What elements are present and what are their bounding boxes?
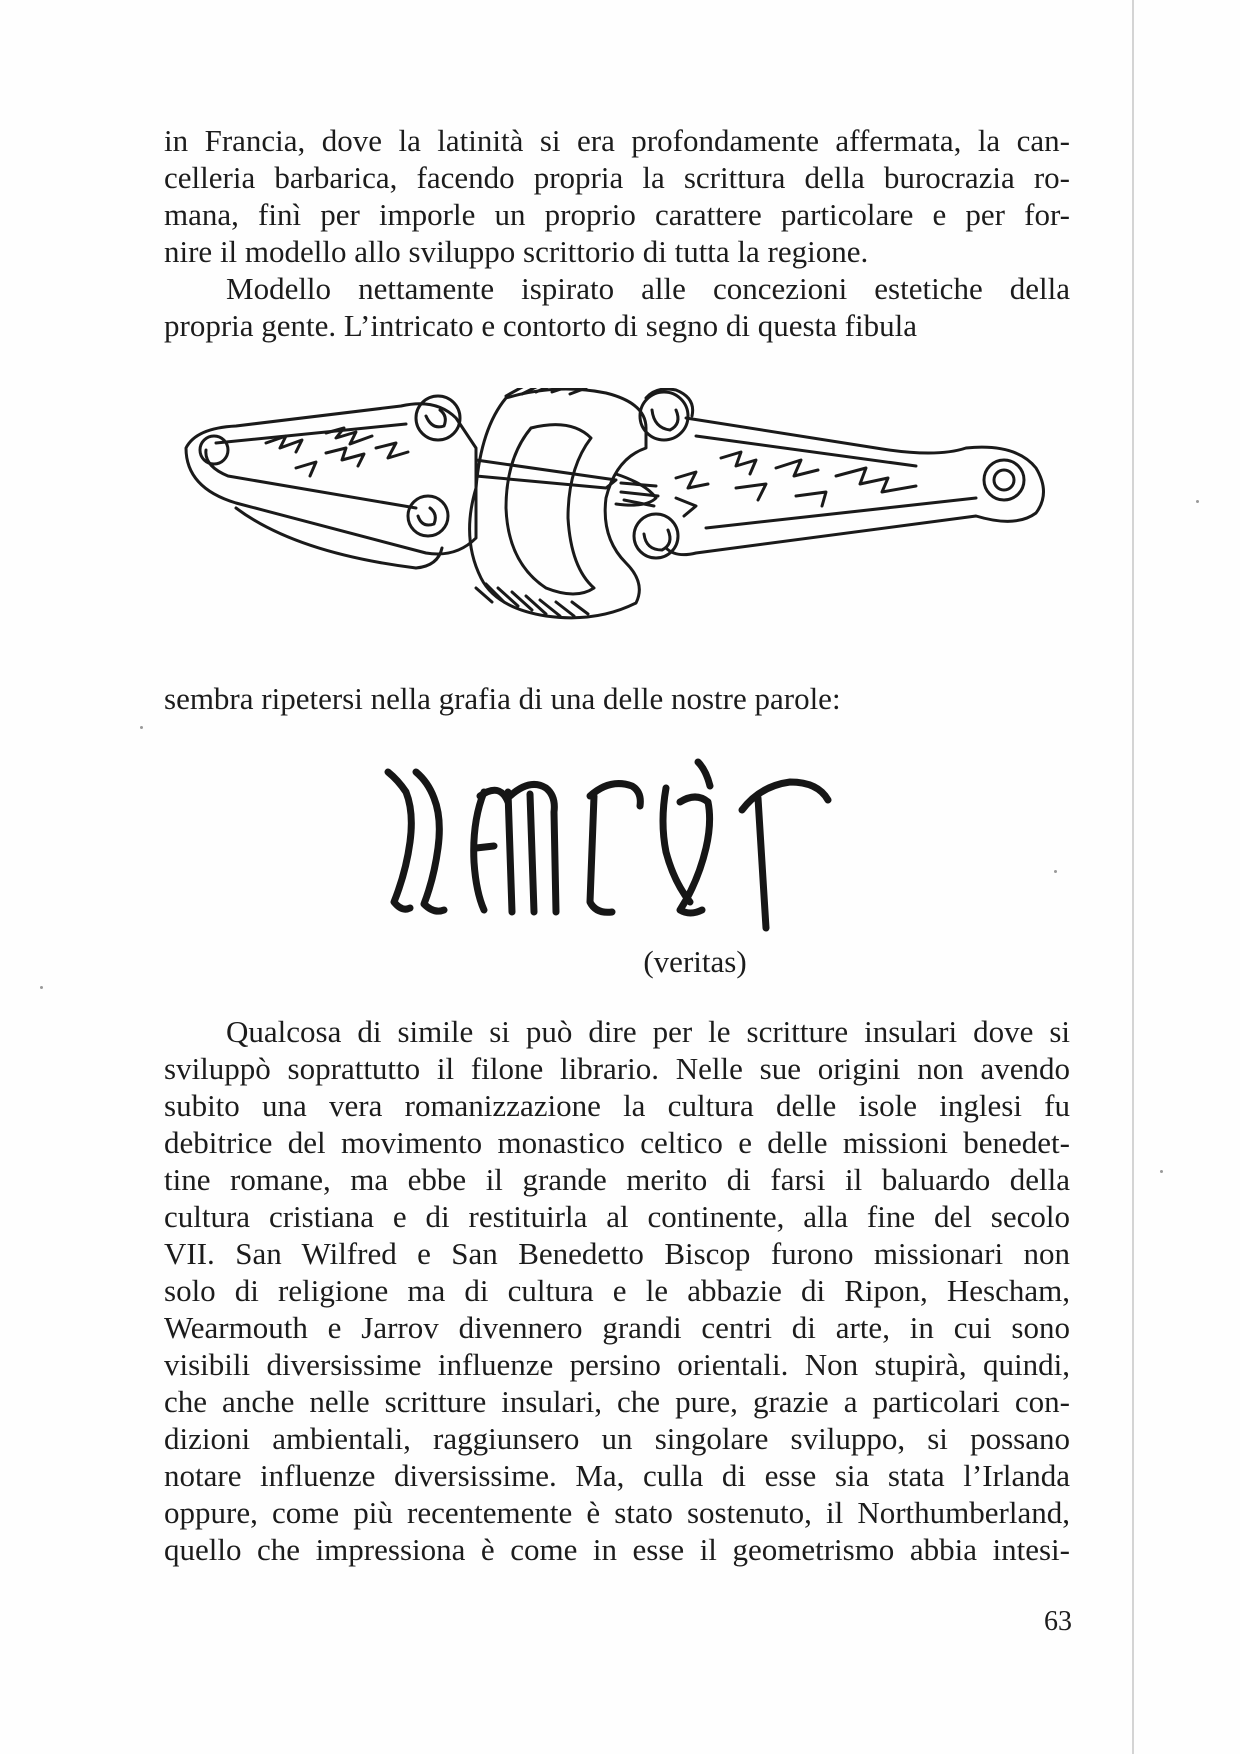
paragraph-qualcosa [164,1013,1070,1568]
text-line: cultura cristiana e di restituirla al continente, alla fine del secolo [164,1199,1070,1234]
text-line: notare influenze diversissime. Ma, culla di esse sia stata l’Irlanda [164,1458,1070,1493]
text-line: celleria barbarica, facendo propria la scrittura della burocrazia ro- [164,160,1070,195]
text-line: nire il modello allo sviluppo scrittorio di tutta la regione. [164,234,869,269]
paper-speck [1160,1170,1163,1173]
text-line: che anche nelle scritture insulari, che pure, grazie a particolari con- [164,1384,1070,1419]
text-line: Wearmouth e Jarrov divennero grandi centri di arte, in cui sono [164,1310,1070,1345]
paper-speck [1196,500,1199,503]
text-line: subito una vera romanizzazione la cultura delle isole inglesi fu [164,1088,1070,1123]
text-line: sviluppò soprattutto il filone librario. Nelle sue origini non avendo [164,1051,1070,1086]
figure-caption [0,944,1240,980]
paper-speck [40,986,43,989]
text-line: Qualcosa di simile si può dire per le scritture insulari dove si [226,1014,1070,1049]
text-line: Modello nettamente ispirato alle concezioni estetiche della [226,271,1070,306]
caption-text: (veritas) [643,944,747,979]
text-line: solo di religione ma di cultura e le abbazie di Ripon, Hescham, [164,1273,1070,1308]
fibula-brooch-drawing-icon [176,388,1056,658]
page-edge-divider [1132,0,1134,1754]
text-line: dizioni ambientali, raggiunsero un singolare sviluppo, si possano [164,1421,1070,1456]
paper-speck [140,726,143,729]
text-line: tine romane, ma ebbe il grande merito di farsi il baluardo della [164,1162,1070,1197]
paragraph-sembra [164,680,1070,717]
page-number: 63 [1044,1606,1072,1637]
text-line: VII. San Wilfred e San Benedetto Biscop furono missionari non [164,1236,1070,1271]
paper-speck [1054,870,1057,873]
text-line: quello che impressiona è come in esse il geometrismo abbia intesi- [164,1532,1070,1567]
text-line: oppure, come più recentemente è stato sostenuto, il Northumberland, [164,1495,1070,1530]
text-line: propria gente. L’intricato e contorto di segno di questa fibula [164,308,917,343]
text-line: sembra ripetersi nella grafia di una delle nostre parole: [164,681,841,716]
text-line: mana, finì per imporle un proprio carattere particolare e per for- [164,197,1070,232]
paragraph-modello [164,270,1070,344]
paragraph-francia [164,122,1070,270]
insular-script-veritas-icon [380,752,840,932]
text-line: in Francia, dove la latinità si era profondamente affermata, la can- [164,123,1070,158]
text-line: visibili diversissime influenze persino orientali. Non stupirà, quindi, [164,1347,1070,1382]
text-line: debitrice del movimento monastico celtico e delle missioni benedet- [164,1125,1070,1160]
